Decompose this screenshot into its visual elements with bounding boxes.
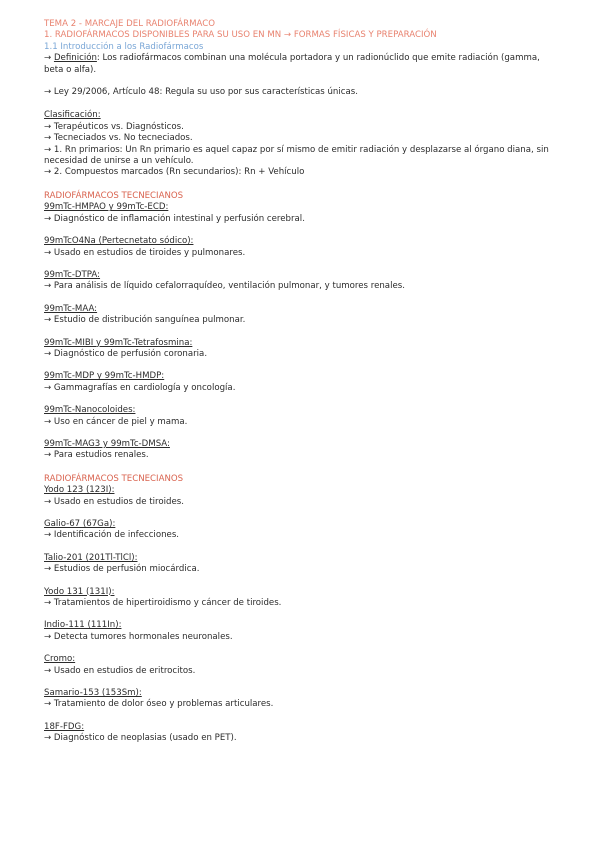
radiopharm-use: → Tratamiento de dolor óseo y problemas articulares. bbox=[44, 699, 274, 710]
subsection-heading: 1.1 Introducción a los Radiofármacos bbox=[44, 41, 204, 52]
radiopharm-use: → Estudios de perfusión miocárdica. bbox=[44, 564, 200, 575]
radiopharm-name: 99mTc-DTPA: bbox=[44, 269, 101, 280]
radiopharm-use: → Tratamientos de hipertiroidismo y cáncer de tiroides. bbox=[44, 598, 282, 609]
radiopharm-name: Yodo 123 (123I): bbox=[44, 485, 115, 496]
radiopharm-use: → Para estudios renales. bbox=[44, 450, 149, 461]
tecneciados-heading: RADIOFÁRMACOS TECNECIANOS bbox=[44, 190, 184, 201]
classification-item: → Terapéuticos vs. Diagnósticos. bbox=[44, 121, 184, 132]
definition-label: Definición bbox=[53, 53, 97, 64]
no-tecneciados-heading: RADIOFÁRMACOS TECNECIANOS bbox=[44, 473, 184, 484]
radiopharm-use: → Diagnóstico de neoplasias (usado en PET). bbox=[44, 733, 237, 744]
document-title: TEMA 2 - MARCAJE DEL RADIOFÁRMACO bbox=[44, 19, 216, 29]
definition-paragraph bbox=[44, 53, 558, 76]
classification-label: Clasificación: bbox=[44, 110, 101, 121]
radiopharm-name: 99mTc-MAA: bbox=[44, 303, 98, 314]
radiopharm-use: → Identificación de infecciones. bbox=[44, 530, 180, 541]
radiopharm-use: → Diagnóstico de perfusión coronaria. bbox=[44, 348, 208, 359]
radiopharm-use: → Para análisis de líquido cefalorraquídeo, ventilación pulmonar, y tumores renales. bbox=[44, 281, 405, 292]
classification-item: → Tecneciados vs. No tecneciados. bbox=[44, 133, 193, 144]
radiopharm-use: → Uso en cáncer de piel y mama. bbox=[44, 416, 188, 427]
radiopharm-name: Yodo 131 (131I): bbox=[44, 586, 115, 597]
radiopharm-use: → Estudio de distribución sanguínea pulmonar. bbox=[44, 315, 246, 326]
radiopharm-name: Galio-67 (67Ga): bbox=[44, 519, 116, 529]
definition-text: : Los radiofármacos combinan una molécula portadora y un radionúclido que emite radiación (gamma, beta o alfa). bbox=[44, 53, 540, 75]
radiopharm-name: 99mTc-MAG3 y 99mTc-DMSA: bbox=[44, 438, 170, 449]
radiopharm-name: Samario-153 (153Sm): bbox=[44, 688, 142, 699]
radiopharm-use: → Gammagrafías en cardiología y oncología. bbox=[44, 382, 236, 393]
classification-item: → 1. Rn primarios: Un Rn primario es aquel capaz por sí mismo de emitir radiación y desplazarse al órgano diana, sin necesidad de unirse a un vehículo. bbox=[44, 144, 549, 167]
radiopharm-name: Talio-201 (201Tl-TlCl): bbox=[44, 552, 138, 563]
radiopharm-name: 99mTc-HMPAO y 99mTc-ECD: bbox=[44, 202, 169, 213]
radiopharm-use: → Usado en estudios de eritrocitos. bbox=[44, 665, 196, 676]
radiopharm-name: 18F-FDG: bbox=[44, 721, 85, 732]
tecneciados-list bbox=[44, 202, 558, 462]
law-paragraph: → Ley 29/2006, Artículo 48: Regula su uso por sus características únicas. bbox=[44, 87, 358, 98]
radiopharm-name: 99mTc-Nanocoloides: bbox=[44, 405, 136, 416]
radiopharm-name: Cromo: bbox=[44, 654, 76, 665]
radiopharm-name: 99mTc-MIBI y 99mTc-Tetrafosmina: bbox=[44, 337, 193, 348]
radiopharm-name: 99mTcO4Na (Pertecnetato sódico): bbox=[44, 236, 194, 247]
arrow-prefix: → bbox=[44, 53, 54, 64]
radiopharm-name: Indio-111 (111In): bbox=[44, 620, 122, 631]
radiopharm-use: → Diagnóstico de inflamación intestinal y perfusión cerebral. bbox=[44, 213, 305, 224]
no-tecneciados-list bbox=[44, 485, 558, 745]
section-heading: 1. RADIOFÁRMACOS DISPONIBLES PARA SU USO EN MN → FORMAS FÍSICAS Y PREPARACIÓN bbox=[44, 30, 437, 41]
classification-item: → 2. Compuestos marcados (Rn secundarios): Rn + Vehículo bbox=[44, 167, 305, 178]
radiopharm-use: → Detecta tumores hormonales neuronales. bbox=[44, 631, 233, 642]
radiopharm-use: → Usado en estudios de tiroides y pulmonares. bbox=[44, 247, 246, 258]
radiopharm-name: 99mTc-MDP y 99mTc-HMDP: bbox=[44, 371, 165, 382]
radiopharm-use: → Usado en estudios de tiroides. bbox=[44, 496, 184, 507]
